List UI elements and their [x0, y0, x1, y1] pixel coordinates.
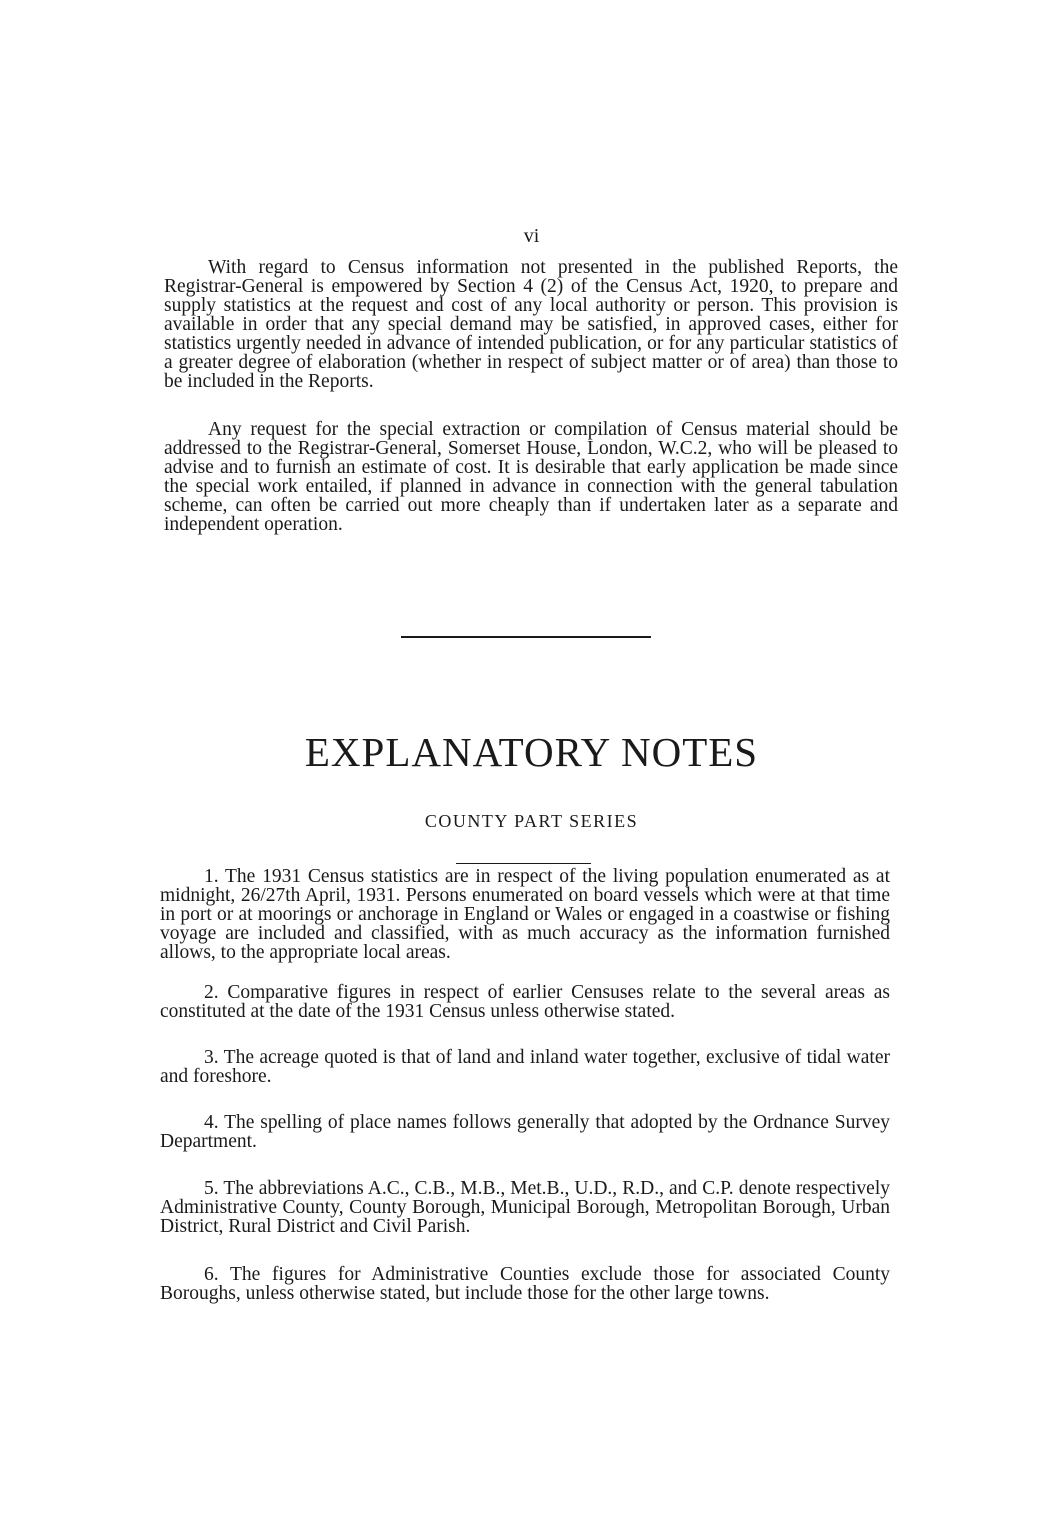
note-paragraph-6: 6. The figures for Administrative Counties exclude those for associated County Boroughs, unless otherwise stated, but include those for the other large towns. [160, 1264, 890, 1304]
note-paragraph-3: 3. The acreage quoted is that of land and inland water together, exclusive of tidal water and foreshore. [160, 1047, 890, 1087]
page-title: EXPLANATORY NOTES [304, 729, 759, 775]
note-paragraph-5: 5. The abbreviations A.C., C.B., M.B., Met.B., U.D., R.D., and C.P. denote respectively Administrative County, County Borough, Municipal Borough, Metropolitan Borough, Urban District, Rural District and Civil Parish. [160, 1178, 890, 1237]
note-paragraph-1: 1. The 1931 Census statistics are in respect of the living population enumerated as at midnight, 26/27th April, 1931. Persons enumerated on board vessels which were at that time in port or at moorings or anchorage in England or Wales or engaged in a coastwise or fishing voyage are included and classified, with as much accuracy as the information furnished allows, to the appropriate local areas. [160, 866, 890, 963]
page-subtitle: COUNTY PART SERIES [424, 811, 639, 831]
note-paragraph-4: 4. The spelling of place names follows generally that adopted by the Ordnance Survey Department. [160, 1112, 890, 1152]
subtitle-divider [456, 863, 591, 864]
intro-paragraph-1: With regard to Census information not presented in the published Reports, the Registrar-General is empowered by Section 4 (2) of the Census Act, 1920, to prepare and supply statistics at the request and cost of any local authority or person. This provision is available in order that any special demand may be satisfied, in approved cases, either for statistics urgently needed in advance of intended publication, or for any particular statistics of a greater degree of elaboration (whether in respect of subject matter or of area) than those to be included in the Reports. [164, 257, 898, 392]
page-number: vi [523, 225, 540, 247]
note-paragraph-2: 2. Comparative figures in respect of earlier Censuses relate to the several areas as constituted at the date of the 1931 Census unless otherwise stated. [160, 982, 890, 1022]
intro-paragraph-2: Any request for the special extraction or compilation of Census material should be addressed to the Registrar-General, Somerset House, London, W.C.2, who will be pleased to advise and to furnish an estimate of cost. It is desirable that early application be made since the special work entailed, if planned in advance in connection with the general tabulation scheme, can often be carried out more cheaply than if undertaken later as a separate and independent operation. [164, 419, 898, 535]
section-divider [401, 636, 651, 638]
